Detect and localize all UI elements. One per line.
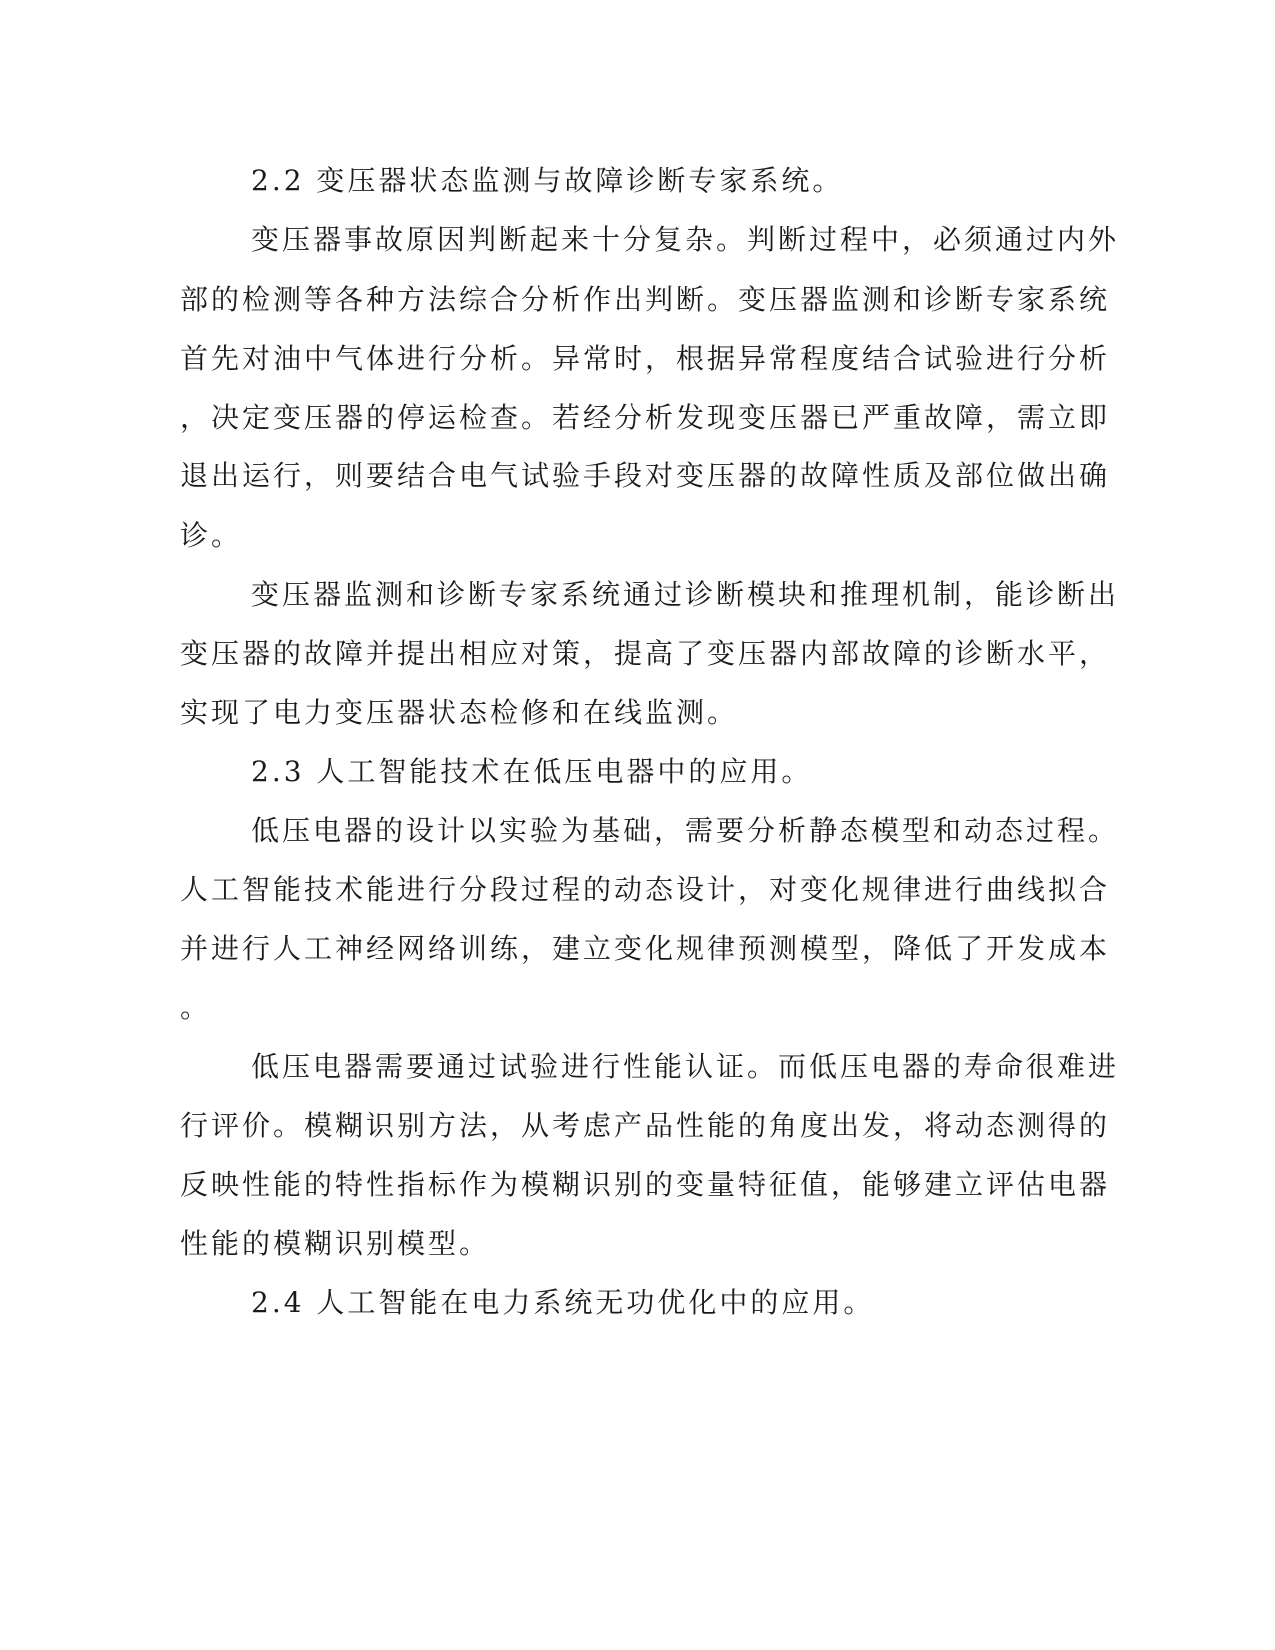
paragraph-line: 诊。 xyxy=(180,519,243,552)
heading-2-3: 2.3 人工智能技术在低压电器中的应用。 xyxy=(251,755,813,788)
paragraph-line: 部的检测等各种方法综合分析作出判断。变压器监测和诊断专家系统 xyxy=(180,283,1111,316)
paragraph-line: 首先对油中气体进行分析。异常时，根据异常程度结合试验进行分析 xyxy=(180,342,1111,375)
paragraph-line: 变压器的故障并提出相应对策，提高了变压器内部故障的诊断水平， xyxy=(180,637,1111,670)
paragraph-line: 变压器事故原因判断起来十分复杂。判断过程中，必须通过内外 xyxy=(251,223,1120,256)
heading-2-2: 2.2 变压器状态监测与故障诊断专家系统。 xyxy=(251,164,844,197)
heading-2-4: 2.4 人工智能在电力系统无功优化中的应用。 xyxy=(251,1286,875,1319)
paragraph-line: 实现了电力变压器状态检修和在线监测。 xyxy=(180,696,739,729)
paragraph-line: ，决定变压器的停运检查。若经分析发现变压器已严重故障，需立即 xyxy=(180,401,1111,434)
paragraph-line: 低压电器需要通过试验进行性能认证。而低压电器的寿命很难进 xyxy=(251,1050,1120,1083)
paragraph-line: 性能的模糊识别模型。 xyxy=(180,1227,491,1260)
paragraph-line: 退出运行，则要结合电气试验手段对变压器的故障性质及部位做出确 xyxy=(180,459,1111,492)
paragraph-line: 变压器监测和诊断专家系统通过诊断模块和推理机制，能诊断出 xyxy=(251,578,1120,611)
paragraph-line: 。 xyxy=(180,991,212,1024)
paragraph-line: 并进行人工神经网络训练，建立变化规律预测模型，降低了开发成本 xyxy=(180,932,1111,965)
paragraph-line: 行评价。模糊识别方法，从考虑产品性能的角度出发，将动态测得的 xyxy=(180,1109,1111,1142)
paragraph-line: 反映性能的特性指标作为模糊识别的变量特征值，能够建立评估电器 xyxy=(180,1168,1111,1201)
paragraph-line: 低压电器的设计以实验为基础，需要分析静态模型和动态过程。 xyxy=(251,814,1120,847)
paragraph-line: 人工智能技术能进行分段过程的动态设计，对变化规律进行曲线拟合 xyxy=(180,873,1111,906)
